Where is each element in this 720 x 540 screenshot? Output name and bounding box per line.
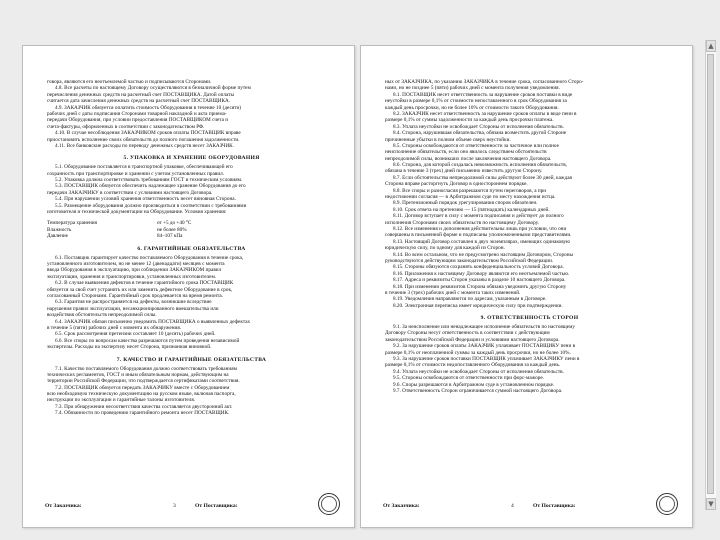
text-line: 9.3. За нарушение сроков поставки ПОСТАВЩИК уплачивает ЗАКАЗЧИКУ пени в bbox=[393, 356, 580, 363]
text-line: непреодолимой силы, возникших после заключения настоящего Договора. bbox=[385, 155, 552, 162]
left-block-2 bbox=[47, 164, 336, 220]
text-line: в течение 5 (пяти) рабочих дней с момента их обнаружения. bbox=[47, 324, 182, 331]
text-line: инструкции по эксплуатации и гарантийные талоны изготовителя. bbox=[47, 397, 196, 404]
text-line: говора, являются его неотъемлемой частью и подписываются Сторонами. bbox=[47, 79, 212, 85]
page-number: 4 bbox=[511, 503, 514, 509]
text-line: 4.10. В случае несоблюдения ЗАКАЗЧИКОМ сроков оплаты ПОСТАВЩИК вправе bbox=[55, 130, 241, 137]
vertical-scrollbar[interactable] bbox=[705, 40, 716, 510]
text-line: 4.9. ЗАКАЗЧИК обязуется оплатить стоимость Оборудования в течение 10 (десяти) bbox=[55, 104, 242, 111]
text-line: ных от ЗАКАЗЧИКА, по указанию ЗАКАЗЧИКА в течение срока, согласованного Сторо- bbox=[385, 79, 584, 85]
right-block-1 bbox=[385, 79, 674, 314]
text-line: совершены в письменной форме и подписаны уполномоченными представителями. bbox=[385, 232, 572, 239]
right-block-2 bbox=[385, 324, 674, 399]
text-line: 4.11. Все банковские расходы по переводу денежных средств несет ЗАКАЗЧИК. bbox=[55, 142, 234, 149]
text-line: 8.13. Настоящий Договор составлен в двух экземплярах, имеющих одинаковую bbox=[393, 238, 571, 245]
section-heading: 9. ОТВЕТСТВЕННОСТЬ СТОРОН bbox=[480, 315, 579, 322]
text-line: 5.1. Оборудование поставляется в транспортной упаковке, обеспечивающей его bbox=[55, 164, 233, 171]
section-heading: 6. ГАРАНТИЙНЫЕ ОБЯЗАТЕЛЬСТВА bbox=[137, 245, 246, 252]
text-line: размере 0,1% от неоплаченной суммы за каждый день просрочки, но не более 10%. bbox=[385, 349, 571, 356]
text-line: 5.4. При нарушении условий хранения ответственность несет виновная Сторона. bbox=[55, 196, 236, 203]
text-line: нарушения правил эксплуатации, несанкционированного вмешательства или bbox=[47, 305, 219, 312]
text-line: причиненные убытки в полном объеме сверх неустойки. bbox=[385, 136, 511, 143]
text-line: размере 0,1% от стоимости недопоставленного Оборудования за каждый день. bbox=[385, 362, 561, 369]
text-line: 8.12. Все изменения и дополнения действительны лишь при условии, что они bbox=[393, 225, 567, 232]
text-line: 8.4. Сторона, нарушившая обязательства, обязана возместить другой Стороне bbox=[393, 130, 567, 137]
text-line: 9.5. Стороны освобождаются от ответственности при форс-мажоре. bbox=[393, 375, 544, 382]
text-line: считается дата зачисления денежных средств на расчетный счет ПОСТАВЩИКА. bbox=[47, 98, 231, 105]
company-stamp-icon bbox=[656, 493, 678, 515]
text-line: 8.10. Срок ответа на претензию — 15 (пятнадцать) календарных дней. bbox=[393, 206, 550, 213]
text-line: 8.3. Уплата неустойки не освобождает Стороны от исполнения обязательств. bbox=[393, 123, 564, 130]
text-line: Договору Стороны несут ответственность в соответствии с действующим bbox=[385, 330, 550, 337]
section-heading: 7. КАЧЕСТВО И ГАРАНТИЙНЫЕ ОБЯЗАТЕЛЬСТВА bbox=[116, 356, 267, 363]
row-value: не более 80% bbox=[157, 226, 187, 233]
text-line: 5.5. Размещение оборудования должно производиться в соответствии с требованиями bbox=[55, 202, 247, 209]
text-line: 6.2. В случае выявления дефектов в течение гарантийного срока ПОСТАВЩИК bbox=[55, 280, 234, 287]
row-label: Температура хранения bbox=[47, 220, 97, 227]
row-value: 84–107 кПа bbox=[157, 233, 183, 240]
text-line: 8.6. Сторона, для которой создалась невозможность исполнения обязательств, bbox=[393, 162, 567, 169]
storage-conditions-table bbox=[47, 220, 336, 244]
text-line: Сторона вправе расторгнуть Договор в одностороннем порядке. bbox=[385, 181, 528, 188]
text-line: 5.3. ПОСТАВЩИК обязуется обеспечить надлежащее хранение Оборудования до его bbox=[55, 183, 246, 190]
text-line: обязуется за свой счет устранить их или заменить дефектное Оборудование в срок, bbox=[47, 286, 233, 293]
text-line: 9.1. За неисполнение или ненадлежащее исполнение обязательств по настоящему bbox=[393, 324, 576, 331]
text-line: 6.1. Поставщик гарантирует качество поставляемого Оборудования в течение срока, bbox=[55, 254, 244, 261]
left-block-1 bbox=[47, 79, 336, 154]
text-line: 8.14. Во всем остальном, что не предусмотрено настоящим Договором, Стороны bbox=[393, 251, 574, 258]
text-line: неустойки в размере 0,1% от стоимости непоставленного в срок Оборудования за bbox=[385, 98, 567, 105]
text-line: 9.6. Споры разрешаются в Арбитражном суде в установленном порядке. bbox=[393, 381, 555, 388]
scroll-up-arrow-icon[interactable]: ▲ bbox=[706, 40, 716, 52]
supplier-signature-label: От Поставщика: bbox=[533, 503, 576, 509]
text-line: в течение 3 (трех) рабочих дней с момента таких изменений. bbox=[385, 289, 521, 296]
text-line: эксплуатации, хранения и транспортировки, установленных изготовителем. bbox=[47, 273, 217, 280]
text-line: 9.2. За нарушение сроков оплаты ЗАКАЗЧИК уплачивает ПОСТАВЩИКУ пени в bbox=[393, 343, 576, 350]
text-line: передачи Оборудования, при условии предоставления ПОСТАВЩИКОМ счета и bbox=[47, 117, 229, 124]
text-line: 7.4. Обязанности по проведению гарантийного ремонта несет ПОСТАВЩИК. bbox=[55, 410, 230, 417]
text-line: технических регламентов, ГОСТ и иным обязательным нормам, действующим на bbox=[47, 371, 229, 378]
text-line: 8.5. Стороны освобождаются от ответственности за частичное или полное bbox=[393, 142, 559, 149]
text-line: 8.1. ПОСТАВЩИК несет ответственность за нарушение сроков поставки в виде bbox=[393, 91, 573, 98]
text-line: приостановить исполнение своих обязательств до полного погашения задолженности. bbox=[47, 136, 240, 143]
text-line: 5.2. Упаковка должна соответствовать требованиям ГОСТ и техническим условиям. bbox=[55, 177, 243, 184]
text-line: 7.2. ПОСТАВЩИК обязуется передать ЗАКАЗЧИКУ вместе с Оборудованием bbox=[55, 384, 230, 391]
text-line: передачи ЗАКАЗЧИКУ в соответствии с условиями настоящего Договора. bbox=[47, 189, 213, 196]
text-line: 8.8. Все споры и разногласия разрешаются путем переговоров, а при bbox=[393, 187, 547, 194]
page-footer-right bbox=[383, 495, 674, 517]
text-line: обязана в течение 3 (трех) дней письменно известить другую Сторону. bbox=[385, 168, 543, 175]
row-value: от +5 до +40 °C bbox=[157, 220, 192, 227]
text-line: размере 0,1% от суммы задолженности за каждый день просрочки платежа. bbox=[385, 117, 554, 124]
page-footer-left bbox=[45, 495, 336, 517]
row-label: Давление bbox=[47, 233, 68, 240]
text-line: законодательством Российской Федерации и условиями настоящего Договора. bbox=[385, 336, 560, 343]
document-page-left bbox=[22, 45, 355, 528]
text-line: экспертизы. Расходы на экспертизу несет Сторона, признанная виновной. bbox=[47, 344, 212, 351]
text-line: 8.9. Претензионный порядок урегулирования споров обязателен. bbox=[393, 200, 538, 207]
text-line: счета-фактуры, оформленных в соответствии с законодательством РФ. bbox=[47, 123, 205, 130]
text-line: 7.3. При обнаружении несоответствия качества составляется двусторонний акт. bbox=[55, 403, 233, 410]
text-line: неисполнение обязательств, если оно явилось следствием обстоятельств bbox=[385, 149, 547, 156]
text-line: 8.20. Электронная переписка имеет юридическую силу при подтверждении. bbox=[393, 302, 563, 309]
text-line: 6.3. Гарантия не распространяется на дефекты, возникшие вследствие bbox=[55, 299, 212, 306]
text-line: установленного изготовителем, но не менее 12 (двенадцати) месяцев с момента bbox=[47, 261, 225, 268]
text-line: 8.11. Договор вступает в силу с момента подписания и действует до полного bbox=[393, 213, 564, 220]
text-line: 6.6. Все споры по вопросам качества разрешаются путем проведения независимой bbox=[55, 337, 240, 344]
page-body-left bbox=[47, 79, 336, 491]
text-line: 7.1. Качество поставляемого Оборудования должно соответствовать требованиям bbox=[55, 365, 237, 372]
text-line: воздействия обстоятельств непреодолимой силы. bbox=[47, 312, 157, 319]
supplier-signature-label: От Поставщика: bbox=[195, 503, 238, 509]
scroll-thumb[interactable] bbox=[707, 54, 714, 494]
customer-signature-label: От Заказчика: bbox=[383, 503, 420, 509]
scroll-down-arrow-icon[interactable]: ▼ bbox=[706, 498, 716, 510]
text-line: 6.5. Срок рассмотрения претензии составляет 10 (десять) рабочих дней. bbox=[55, 331, 216, 338]
text-line: изготовителя и технической документации на Оборудование. Условия хранения: bbox=[47, 209, 227, 216]
text-line: 8.17. Адреса и реквизиты Сторон указаны в разделе 10 настоящего Договора. bbox=[393, 277, 566, 284]
left-block-3 bbox=[47, 255, 336, 356]
text-line: юридическую силу, по одному для каждой из Сторон. bbox=[385, 245, 505, 252]
text-line: рабочих дней с даты подписания Сторонами товарной накладной и акта приема- bbox=[47, 110, 227, 117]
document-page-right bbox=[360, 45, 693, 528]
text-line: каждый день просрочки, но не более 10% от стоимости такого Оборудования. bbox=[385, 104, 559, 111]
text-line: 6.4. ЗАКАЗЧИК обязан письменно уведомить ПОСТАВЩИКА о выявленных дефектах bbox=[55, 318, 251, 325]
text-line: всю необходимую техническую документацию на русском языке, включая паспорта, bbox=[47, 391, 236, 398]
page-body-right bbox=[385, 79, 674, 491]
text-line: 8.2. ЗАКАЗЧИК несет ответственность за нарушение сроков оплаты в виде пени в bbox=[393, 110, 577, 117]
text-line: 8.15. Стороны обязуются сохранять конфиденциальность условий Договора. bbox=[393, 264, 564, 271]
text-line: 8.7. Если обстоятельства непреодолимой силы действуют более 30 дней, каждая bbox=[393, 174, 572, 181]
text-line: согласованный Сторонами. Гарантийный срок продлевается на время ремонта. bbox=[47, 292, 223, 299]
text-line: ввода Оборудования в эксплуатацию, при соблюдении ЗАКАЗЧИКОМ правил bbox=[47, 267, 222, 274]
left-block-4 bbox=[47, 366, 336, 422]
text-line: территории Российской Федерации, что подтверждается сертификатами соответствия. bbox=[47, 378, 240, 385]
text-line: исполнения Сторонами своих обязательств по настоящему Договору. bbox=[385, 219, 540, 226]
text-line: 9.4. Уплата неустойки не освобождает Стороны от исполнения обязательств. bbox=[393, 368, 564, 375]
customer-signature-label: От Заказчика: bbox=[45, 503, 82, 509]
text-line: руководствуются действующим законодательством Российской Федерации. bbox=[385, 257, 554, 264]
text-line: 8.19. Уведомления направляются по адресам, указанным в Договоре. bbox=[393, 296, 547, 303]
section-heading: 5. УПАКОВКА И ХРАНЕНИЕ ОБОРУДОВАНИЯ bbox=[123, 155, 260, 162]
text-line: сохранность при транспортировке и хранении с учетом установленных правил. bbox=[47, 170, 225, 177]
text-line: 8.16. Приложения к настоящему Договору являются его неотъемлемой частью. bbox=[393, 270, 570, 277]
row-label: Влажность bbox=[47, 226, 72, 233]
text-line: 8.18. При изменении реквизитов Сторона обязана уведомить другую Сторону bbox=[393, 283, 567, 290]
text-line: перечисления денежных средств на расчетный счет ПОСТАВЩИКА. Датой оплаты bbox=[47, 91, 234, 98]
company-stamp-icon bbox=[318, 493, 340, 515]
text-line: нами, но не позднее 5 (пяти) рабочих дней с момента получения уведомления. bbox=[385, 85, 560, 92]
page-number: 3 bbox=[173, 503, 176, 509]
text-line: 9.7. Ответственность Сторон ограничивается суммой настоящего Договора. bbox=[393, 387, 563, 394]
text-line: 4.8. Все расчеты по настоящему Договору осуществляются в безналичной форме путем bbox=[55, 85, 251, 92]
text-line: недостижении согласия — в Арбитражном суде по месту нахождения истца. bbox=[385, 194, 556, 201]
